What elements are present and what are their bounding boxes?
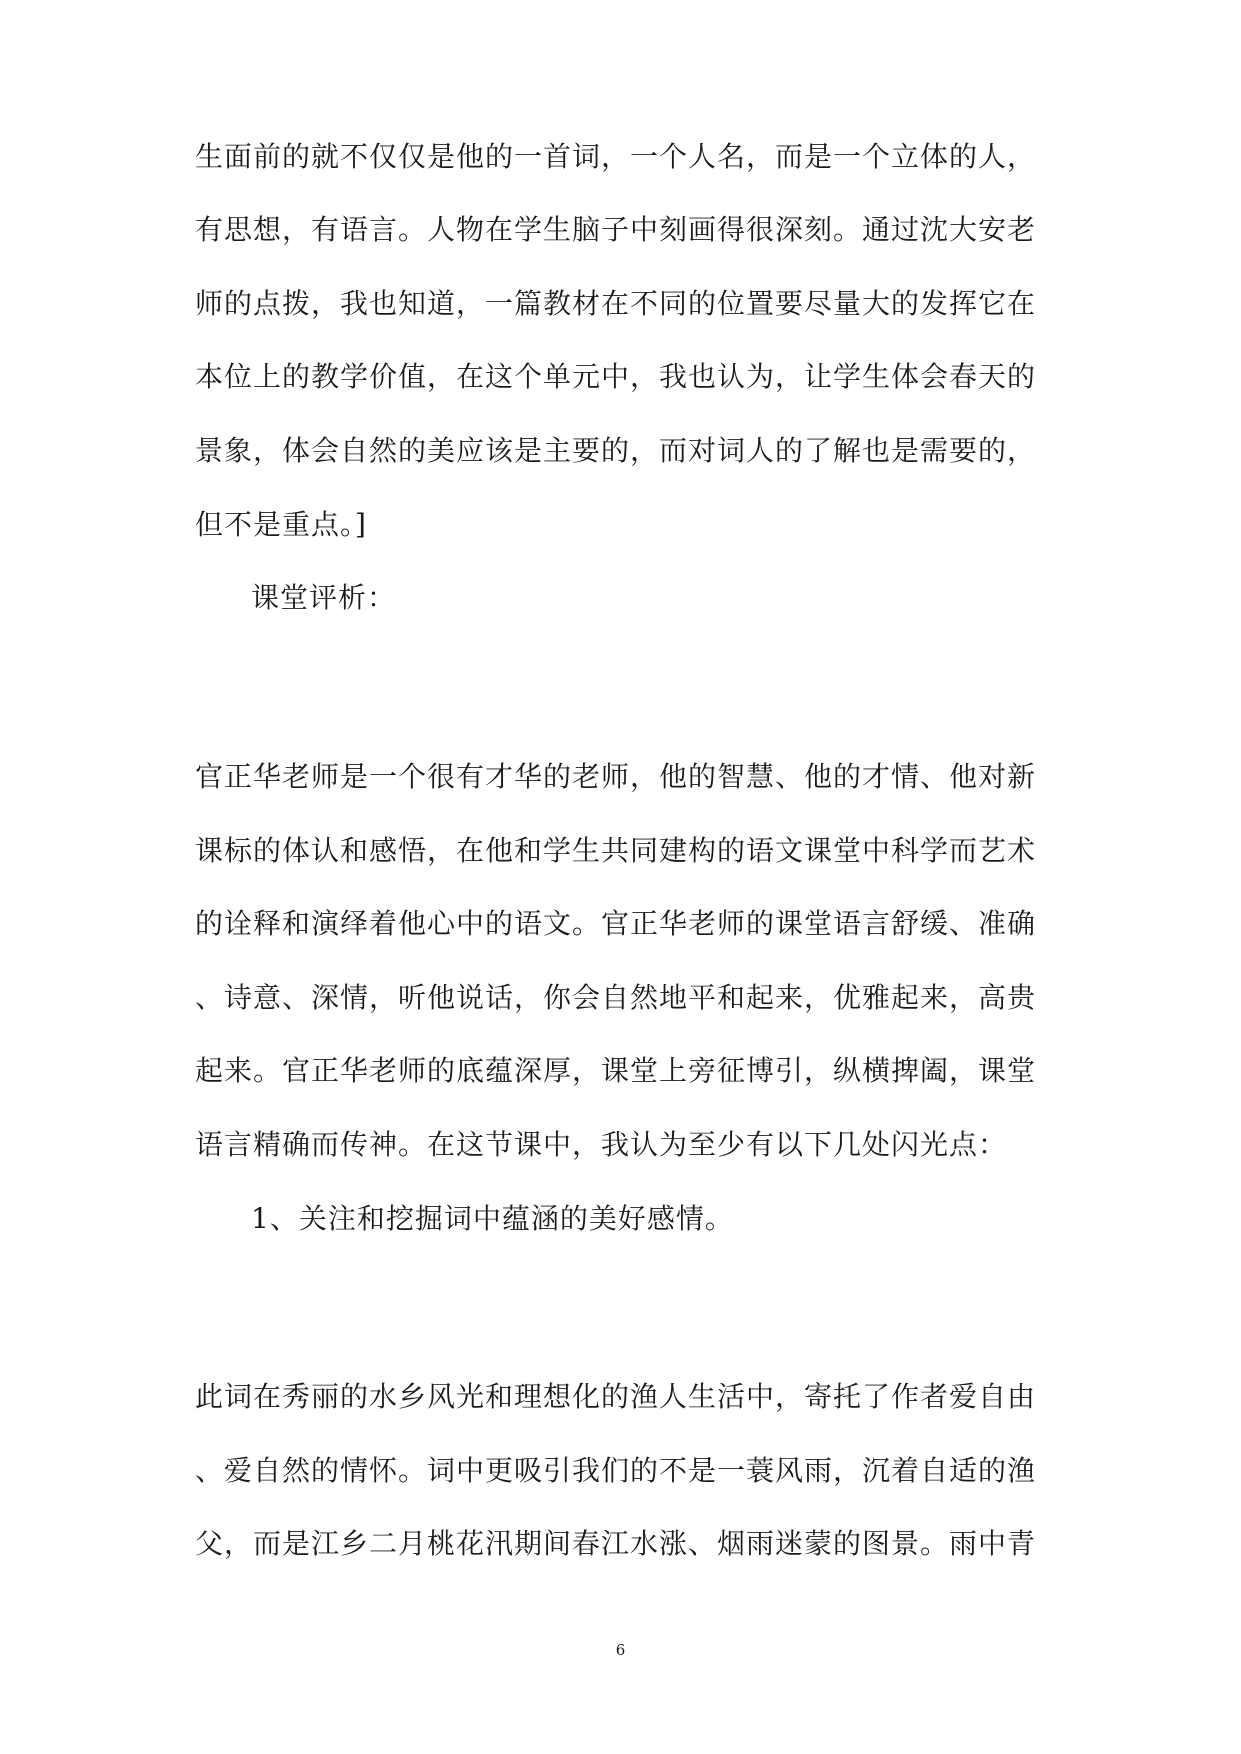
page-number: 6 (615, 1641, 626, 1659)
paragraph-line: 父，而是江乡二月桃花汛期间春江水涨、烟雨迷蒙的图景。雨中青 (195, 1527, 1037, 1560)
paragraph-line: 起来。官正华老师的底蕴深厚，课堂上旁征博引，纵横捭阖，课堂 (195, 1054, 1037, 1087)
paragraph-line: 有思想，有语言。人物在学生脑子中刻画得很深刻。通过沈大安老 (195, 213, 1037, 246)
paragraph-line: 课标的体认和感悟，在他和学生共同建构的语文课堂中科学而艺术 (195, 834, 1037, 867)
paragraph-line: 本位上的教学价值，在这个单元中，我也认为，让学生体会春天的 (195, 360, 1037, 393)
paragraph-line: 生面前的就不仅仅是他的一首词，一个人名，而是一个立体的人， (195, 140, 1037, 173)
section-heading: 课堂评析： (251, 581, 397, 614)
paragraph-line: 的诠释和演绎着他心中的语文。官正华老师的课堂语言舒缓、准确 (195, 907, 1037, 940)
paragraph-line: 、爱自然的情怀。词中更吸引我们的不是一蓑风雨，沉着自适的渔 (195, 1454, 1037, 1487)
paragraph-line: 景象，体会自然的美应该是主要的，而对词人的了解也是需要的， (195, 434, 1037, 467)
list-item: 1、关注和挖掘词中蕴涵的美好感情。 (251, 1202, 734, 1235)
paragraph-line: 语言精确而传神。在这节课中，我认为至少有以下几处闪光点： (195, 1128, 1008, 1161)
paragraph-line: 但不是重点。] (195, 508, 367, 541)
paragraph-line: 官正华老师是一个很有才华的老师，他的智慧、他的才情、他对新 (195, 760, 1037, 793)
paragraph-line: 、诗意、深情，听他说话，你会自然地平和起来，优雅起来，高贵 (195, 981, 1037, 1014)
paragraph-line: 师的点拨，我也知道，一篇教材在不同的位置要尽量大的发挥它在 (195, 287, 1037, 320)
paragraph-line: 此词在秀丽的水乡风光和理想化的渔人生活中，寄托了作者爱自由 (195, 1380, 1037, 1413)
